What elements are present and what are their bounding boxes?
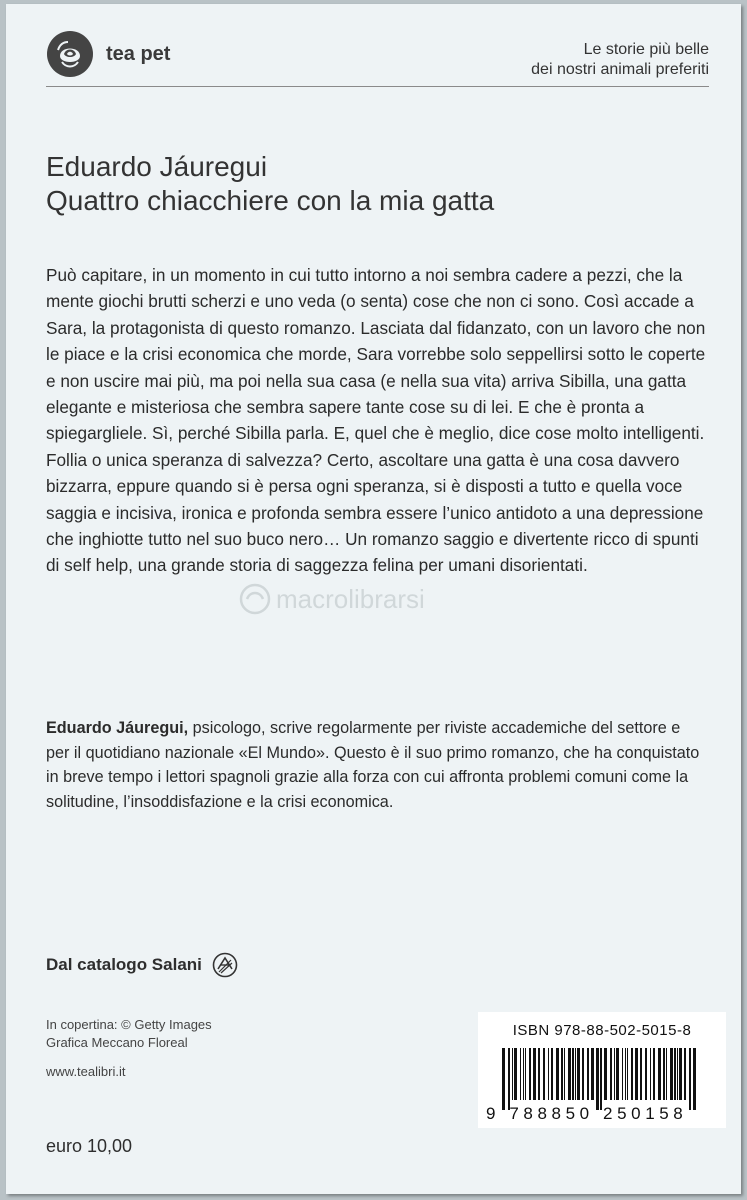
barcode-bar [568, 1048, 571, 1100]
series-tagline [531, 40, 709, 80]
cover-credits [46, 1016, 212, 1052]
barcode-bar [587, 1048, 589, 1100]
barcode-bar [650, 1048, 651, 1100]
barcode-bar [538, 1048, 540, 1100]
book-title: Quattro chiacchiere con la mia gatta [46, 185, 495, 216]
book-price: euro 10,00 [46, 1136, 133, 1156]
bio-text: psicologo, scrive regolarmente per riviste accademiche del settore e per il quotidiano nazionale «El Mundo». Questo è il suo primo romanzo, che ha conquistato in breve tempo i lettori spagnoli grazie alla forza con cui affronta problemi comuni come la solitudine, l’insoddisfazione e la crisi economica. [46, 719, 700, 811]
barcode-digits: 9 788850 250158 [486, 1104, 688, 1123]
credit-line: Grafica Meccano Floreal [46, 1035, 188, 1050]
tagline-line: dei nostri animali preferiti [531, 61, 709, 78]
book-back-cover [6, 4, 741, 1194]
barcode-bar [512, 1048, 513, 1100]
catalog-label: Dal catalogo Salani [46, 955, 202, 974]
barcode-bar [645, 1048, 647, 1100]
barcode-bar [572, 1048, 574, 1100]
barcode-bar [533, 1048, 536, 1100]
barcode-bar [596, 1048, 599, 1110]
watermark-swirl-icon [238, 582, 272, 616]
author-title-block [46, 150, 494, 218]
barcode-bar [679, 1048, 682, 1100]
barcode-bar [582, 1048, 584, 1100]
barcode-bar [658, 1048, 661, 1100]
barcode-bar [591, 1048, 594, 1100]
author-name: Eduardo Jáuregui [46, 151, 268, 182]
publisher-website: www.tealibri.it [46, 1064, 126, 1079]
catalog-line [46, 952, 238, 978]
barcode-bar [625, 1048, 626, 1100]
barcode-bar [610, 1048, 612, 1100]
barcode-bar [561, 1048, 563, 1100]
barcode-bar [640, 1048, 642, 1100]
barcode-bar [525, 1048, 526, 1100]
barcode-bar [575, 1048, 576, 1100]
barcode-bar [614, 1048, 615, 1100]
barcode-bar [627, 1048, 628, 1100]
publisher-logo [46, 30, 170, 78]
barcode-bar [551, 1048, 553, 1100]
barcode-bar [677, 1048, 678, 1100]
isbn-label: ISBN 978-88-502-5015-8 [512, 1022, 692, 1039]
barcode-bar [663, 1048, 665, 1100]
barcode-bar [556, 1048, 559, 1100]
author-bio [46, 716, 706, 814]
book-blurb: Può capitare, in un momento in cui tutto intorno a noi sembra cadere a pezzi, che la mente giochi brutti scherzi e uno veda (o senta) cose che non ci sono. Così accade a Sara, la protagonista di questo romanzo. Lasciata dal fidanzato, con un lavoro che non le piace e la crisi economica che morde, Sara vorrebbe solo seppellirsi sotto le coperte e non uscire mai più, ma poi nella sua casa (e nella sua vita) arriva Sibilla, una gatta elegante e misteriosa che sembra sapere tante cose su di lei. E che è pronta a spiegargliele. Sì, perché Sibilla parla. E, quel che è meglio, dice cose molto intelligenti. Follia o unica speranza di salvezza? Certo, ascoltare una gatta è una cosa davvero bizzarra, eppure quando si è persa ogni speranza, si è disposti a tutto e quella voce saggia e incisiva, ironica e profonda sembra essere l’unico antidoto a una depressione che inghiotte tutto nel suo buco nero… Un romanzo saggio e divertente ricco di spunti di self help, una grande storia di saggezza felina per umani disorientati. [46, 265, 706, 576]
barcode-bar [653, 1048, 655, 1100]
barcode-bar [684, 1048, 686, 1100]
barcode-bar [529, 1048, 531, 1100]
header-divider [46, 86, 709, 87]
barcode-bar [693, 1048, 696, 1110]
barcode-bar [543, 1048, 545, 1100]
logo-text: tea pet [106, 42, 171, 65]
watermark [238, 582, 425, 616]
barcode-bars [498, 1048, 712, 1110]
barcode-bar [502, 1048, 505, 1110]
barcode-bar [674, 1048, 676, 1100]
barcode-bar [622, 1048, 623, 1100]
salani-logo-icon [212, 952, 238, 978]
barcode-bar [514, 1048, 517, 1100]
barcode-bar [689, 1048, 691, 1110]
tagline-line: Le storie più belle [583, 41, 709, 58]
barcode-bar [548, 1048, 549, 1100]
barcode-bar [577, 1048, 580, 1100]
barcode-bar [631, 1048, 633, 1100]
barcode-bar [670, 1048, 673, 1100]
bio-author-name: Eduardo Jáuregui, [46, 719, 189, 737]
barcode-bar [523, 1048, 524, 1100]
isbn-barcode [478, 1012, 726, 1128]
barcode-bar [635, 1048, 638, 1100]
credit-line: In copertina: © Getty Images [46, 1017, 212, 1032]
rose-logo-icon [46, 30, 94, 78]
barcode-bar [520, 1048, 521, 1100]
barcode-bar [666, 1048, 667, 1100]
barcode-bar [508, 1048, 510, 1110]
barcode-bar [604, 1048, 607, 1100]
barcode-bar [616, 1048, 619, 1100]
barcode-bar [600, 1048, 602, 1110]
watermark-text: macrolibrarsi [276, 583, 425, 614]
barcode-bar [564, 1048, 565, 1100]
